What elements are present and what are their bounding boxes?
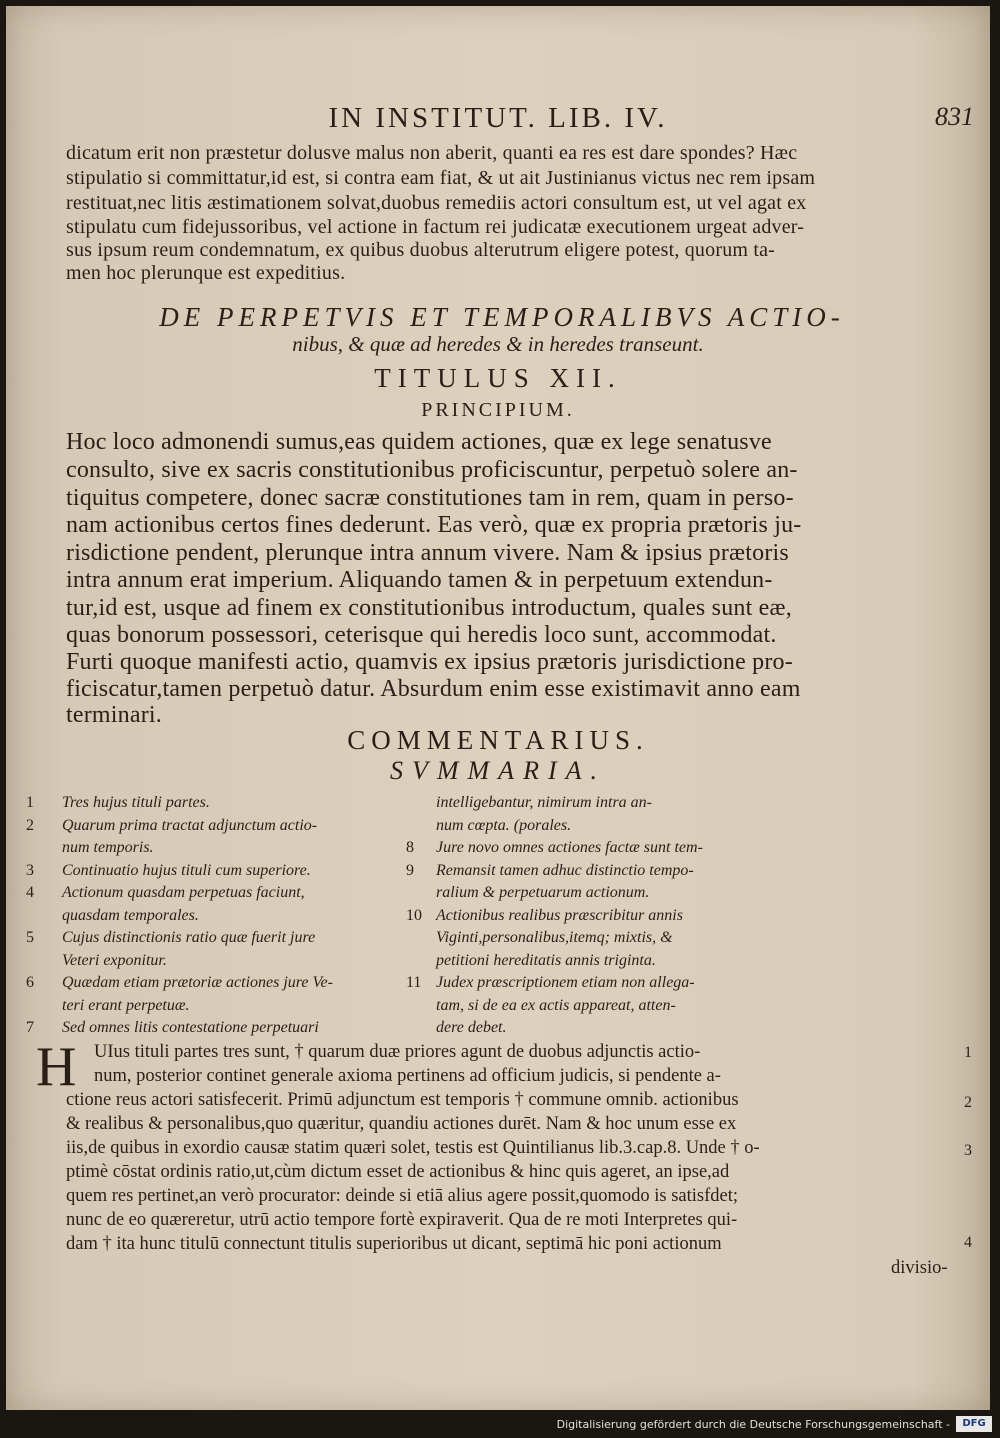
drop-cap: H xyxy=(36,1036,77,1098)
summaria-entry: num cœpta. (porales. xyxy=(436,816,572,834)
summaria-number: 9 xyxy=(406,861,414,879)
summaria-number: 7 xyxy=(26,1019,34,1036)
summaria-number: 6 xyxy=(26,974,34,991)
margin-number: 2 xyxy=(964,1094,972,1111)
summaria-entry: teri erant perpetuæ. xyxy=(62,996,190,1014)
summaria-entry: quasdam temporales. xyxy=(62,906,199,924)
running-head: IN INSTITUT. LIB. IV. xyxy=(328,102,668,134)
titulus-heading: TITULUS XII. xyxy=(374,363,622,393)
principium-line: tiquitus competere, donec sacræ constitutiones tam in rem, quam in perso- xyxy=(66,485,794,511)
section-title: DE PERPETVIS ET TEMPORALIBVS ACTIO- xyxy=(159,302,845,332)
summaria-number: 5 xyxy=(26,929,34,946)
intro-line: stipulatio si committatur,id est, si contra eam fiat, & ut ait Justinianus victus nec rem ipsam xyxy=(66,167,816,189)
summaria-entry: petitioni hereditatis annis triginta. xyxy=(436,951,656,969)
intro-line: restituat,nec litis æstimationem solvat,duobus remediis actori consultum est, ut vel agat ex xyxy=(66,192,807,214)
catchword: divisio- xyxy=(891,1258,948,1278)
summaria-entry: Continuatio hujus tituli cum superiore. xyxy=(62,861,311,879)
principium-line: intra annum erat imperium. Aliquando tamen & in perpetuum extendun- xyxy=(66,567,773,593)
summaria-entry: Quædam etiam prætoriæ actiones jure Ve- xyxy=(62,974,333,991)
principium-line: ficiscatur,tamen perpetuò datur. Absurdum enim esse existimavit anno eam xyxy=(66,676,801,702)
summaria-entry: Jure novo omnes actiones factæ sunt tem- xyxy=(436,839,703,856)
commentary-line: nunc de eo quæreretur, utrū actio tempore fortè expiraverit. Qua de re moti Interpretes qui- xyxy=(66,1210,738,1230)
intro-line: dicatum erit non præstetur dolusve malus non aberit, quanti ea res est dare spondes? Hæc xyxy=(66,142,798,164)
summaria-entry: Viginti,personalibus,itemq; mixtis, & xyxy=(436,929,673,946)
summaria-number: 3 xyxy=(26,861,34,879)
summaria-entry: ralium & perpetuarum actionum. xyxy=(436,884,650,901)
dfg-logo: DFG xyxy=(956,1416,992,1432)
summaria-number: 1 xyxy=(26,794,34,811)
summaria-entry: dere debet. xyxy=(436,1019,507,1036)
intro-line: men hoc plerunque est expeditius. xyxy=(66,262,346,284)
margin-number: 3 xyxy=(964,1142,972,1159)
summaria-entry: Judex præscriptionem etiam non allega- xyxy=(436,974,695,991)
principium-line: nam actionibus certos fines dederunt. Eas verò, quæ ex propria prætoris ju- xyxy=(66,512,802,538)
summaria-entry: num temporis. xyxy=(62,839,154,856)
footer-credit: Digitalisierung gefördert durch die Deutsche Forschungsgemeinschaft - xyxy=(556,1418,950,1431)
summaria-number: 2 xyxy=(26,816,34,834)
summaria-entry: Remansit tamen adhuc distinctio tempo- xyxy=(436,861,694,879)
commentary-line: num, posterior continet generale axioma pertinens ad officium judicis, si pendente a- xyxy=(94,1066,721,1086)
intro-line: sus ipsum reum condemnatum, ex quibus duobus alterutrum eligere potest, quorum ta- xyxy=(66,239,776,261)
principium-line: risdictione pendent, plerunque intra annum vivere. Nam & ipsius prætoris xyxy=(66,540,789,566)
margin-number: 1 xyxy=(964,1044,972,1061)
margin-number: 4 xyxy=(964,1234,972,1251)
commentary-line: dam † ita hunc titulū connectunt titulis superioribus ut dicant, septimā hic poni actionum xyxy=(66,1234,722,1254)
summaria-number: 8 xyxy=(406,839,414,856)
page-number: 831 xyxy=(935,102,974,131)
commentary-line: ptimè cōstat ordinis ratio,ut,cùm dictum esset de actionibus & hinc quis ageret, an ipse,ad xyxy=(66,1162,730,1182)
summaria-number: 11 xyxy=(406,974,422,991)
principium-line: consulto, sive ex sacris constitutionibus proficiscuntur, perpetuò solere an- xyxy=(66,457,798,483)
principium-line: tur,id est, usque ad finem ex constitutionibus introductum, quales sunt eæ, xyxy=(66,595,792,621)
commentary-line: UIus tituli partes tres sunt, † quarum duæ priores agunt de duobus adjunctis actio- xyxy=(94,1042,701,1062)
principium-line: quas bonorum possessori, ceterisque qui heredis loco sunt, accommodat. xyxy=(66,622,777,648)
commentarius-heading: COMMENTARIUS. xyxy=(347,725,649,755)
intro-line: stipulatu cum fidejussoribus, vel actione in factum rei judicatæ executionem urgeat adver- xyxy=(66,216,805,238)
summaria-entry: intelligebantur, nimirum intra an- xyxy=(436,794,652,811)
principium-line: terminari. xyxy=(66,702,162,728)
principium-heading: PRINCIPIUM. xyxy=(421,399,575,421)
summaria-entry: Tres hujus tituli partes. xyxy=(62,794,210,811)
principium-line: Hoc loco admonendi sumus,eas quidem actiones, quæ ex lege senatusve xyxy=(66,429,772,455)
commentary-line: & realibus & personalibus,quo quæritur, quandiu actiones durēt. Nam & hoc unum esse ex xyxy=(66,1114,737,1134)
summaria-entry: Sed omnes litis contestatione perpetuari xyxy=(62,1019,319,1036)
commentary-line: ctione reus actori satisfecerit. Primū adjunctum est temporis † commune omnib. actionibus xyxy=(66,1090,739,1110)
summaria-number: 10 xyxy=(406,906,422,924)
summaria-entry: Veteri exponitur. xyxy=(62,951,167,969)
summaria-entry: Actionum quasdam perpetuas faciunt, xyxy=(62,884,305,901)
section-subtitle: nibus, & quæ ad heredes & in heredes transeunt. xyxy=(292,332,704,356)
summaria-entry: tam, si de ea ex actis appareat, atten- xyxy=(436,996,676,1014)
principium-line: Furti quoque manifesti actio, quamvis ex ipsius prætoris jurisdictione pro- xyxy=(66,649,793,675)
commentary-line: iis,de quibus in exordio causæ statim quæri solet, testis est Quintilianus lib.3.cap.8. Unde † o- xyxy=(66,1138,760,1158)
summaria-entry: Quarum prima tractat adjunctum actio- xyxy=(62,816,318,834)
summaria-entry: Cujus distinctionis ratio quæ fuerit jure xyxy=(62,929,316,946)
book-page xyxy=(6,6,990,1410)
summaria-entry: Actionibus realibus præscribitur annis xyxy=(436,906,683,924)
commentary-line: quem res pertinet,an verò procurator: deinde si etiā alius agere possit,quomodo is satisfdet; xyxy=(66,1186,738,1206)
summaria-heading: SVMMARIA. xyxy=(389,756,606,785)
summaria-number: 4 xyxy=(26,884,34,901)
